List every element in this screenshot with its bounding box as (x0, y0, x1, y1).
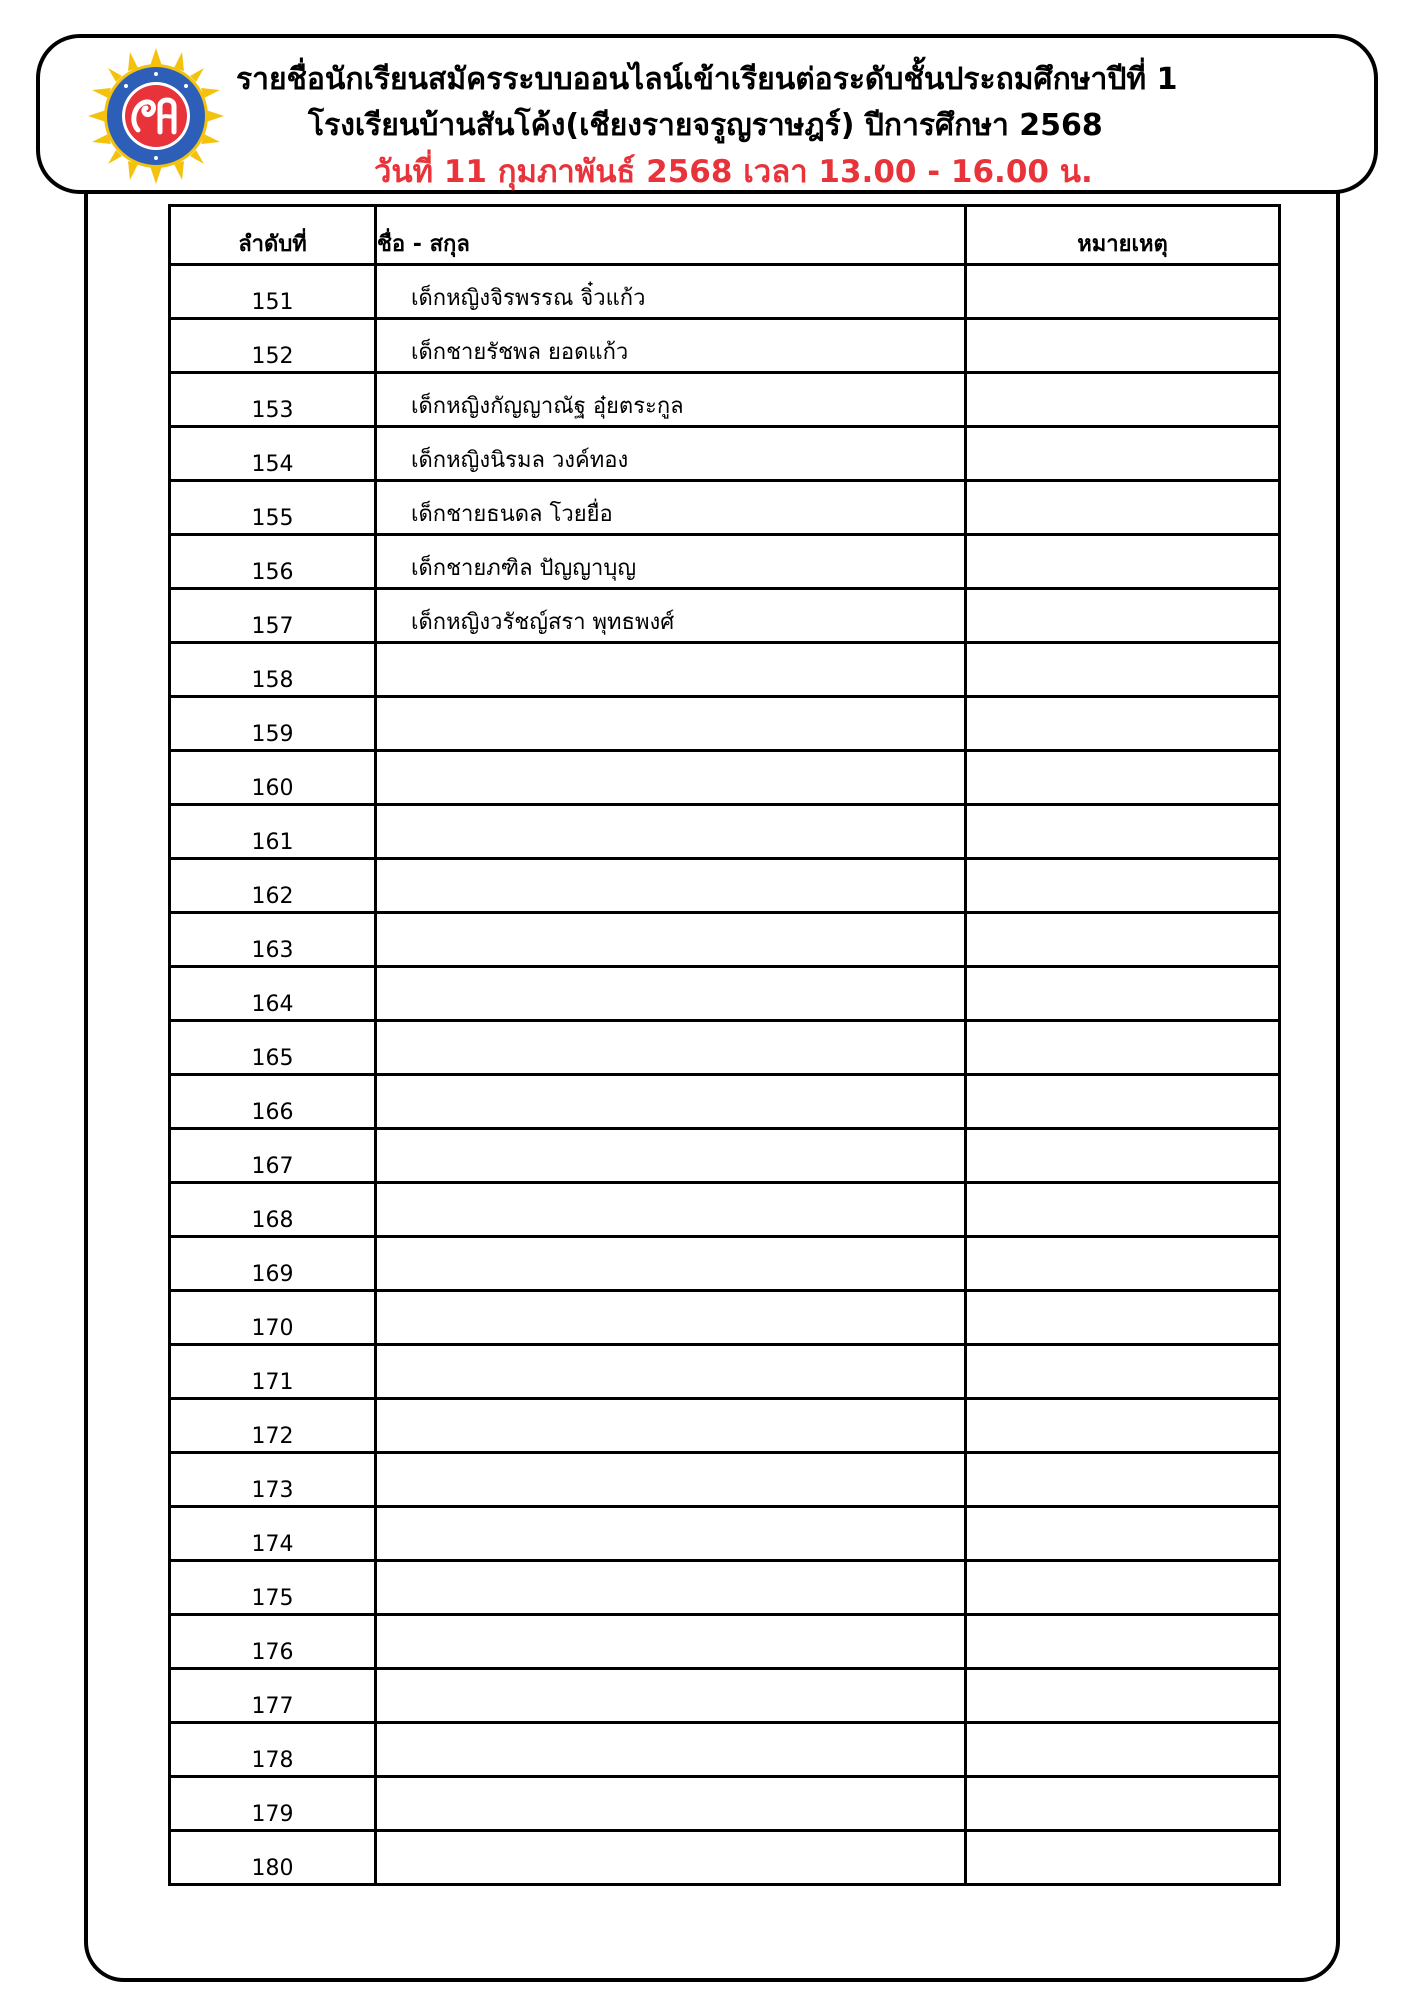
table-row (170, 1723, 1280, 1777)
student-name-cell (376, 1453, 966, 1507)
table-row (170, 319, 1280, 373)
table-row (170, 1129, 1280, 1183)
column-header-no: ลำดับที่ (170, 206, 376, 265)
student-name-cell (376, 751, 966, 805)
row-number-cell: 172 (170, 1399, 376, 1453)
table-row (170, 1507, 1280, 1561)
student-name-cell (376, 1399, 966, 1453)
row-number-cell: 151 (170, 265, 376, 319)
note-cell (966, 805, 1280, 859)
row-number-cell: 163 (170, 913, 376, 967)
table-row (170, 859, 1280, 913)
note-cell (966, 1453, 1280, 1507)
table-row (170, 1345, 1280, 1399)
student-roster-table (168, 204, 1281, 1886)
row-number-cell: 175 (170, 1561, 376, 1615)
table-row (170, 1291, 1280, 1345)
row-number-cell: 164 (170, 967, 376, 1021)
row-number-cell: 159 (170, 697, 376, 751)
student-name-cell: เด็กชายรัชพล ยอดแก้ว (376, 319, 966, 373)
row-number-cell: 173 (170, 1453, 376, 1507)
table-row (170, 1021, 1280, 1075)
row-number-cell: 170 (170, 1291, 376, 1345)
note-cell (966, 1183, 1280, 1237)
table-row (170, 751, 1280, 805)
table-row (170, 1183, 1280, 1237)
table-row (170, 481, 1280, 535)
note-cell (966, 1831, 1280, 1885)
note-cell (966, 373, 1280, 427)
note-cell (966, 697, 1280, 751)
row-number-cell: 178 (170, 1723, 376, 1777)
note-cell (966, 1399, 1280, 1453)
table-row (170, 589, 1280, 643)
table-row (170, 1669, 1280, 1723)
row-number-cell: 152 (170, 319, 376, 373)
row-number-cell: 168 (170, 1183, 376, 1237)
title-line-1: รายชื่อนักเรียนสมัครระบบออนไลน์เข้าเรียนต่อระดับชั้นประถมศึกษาปีที่ 1 (236, 62, 1178, 97)
row-number-cell: 179 (170, 1777, 376, 1831)
table-row (170, 373, 1280, 427)
table-row (170, 265, 1280, 319)
note-cell (966, 589, 1280, 643)
student-name-cell (376, 1129, 966, 1183)
row-number-cell: 156 (170, 535, 376, 589)
student-name-cell (376, 1723, 966, 1777)
student-name-cell (376, 967, 966, 1021)
header-box (36, 34, 1378, 194)
row-number-cell: 174 (170, 1507, 376, 1561)
table-row (170, 805, 1280, 859)
note-cell (966, 643, 1280, 697)
note-cell (966, 1237, 1280, 1291)
row-number-cell: 176 (170, 1615, 376, 1669)
row-number-cell: 169 (170, 1237, 376, 1291)
table-row (170, 1237, 1280, 1291)
row-number-cell: 155 (170, 481, 376, 535)
note-cell (966, 265, 1280, 319)
student-name-cell: เด็กหญิงนิรมล วงค์ทอง (376, 427, 966, 481)
row-number-cell: 165 (170, 1021, 376, 1075)
row-number-cell: 154 (170, 427, 376, 481)
student-name-cell (376, 1777, 966, 1831)
row-number-cell: 157 (170, 589, 376, 643)
student-name-cell: เด็กชายธนดล โวยยื่อ (376, 481, 966, 535)
note-cell (966, 427, 1280, 481)
table-row (170, 1615, 1280, 1669)
student-name-cell: เด็กหญิงวรัชญ์สรา พุทธพงศ์ (376, 589, 966, 643)
student-name-cell (376, 1183, 966, 1237)
note-cell (966, 1345, 1280, 1399)
row-number-cell: 166 (170, 1075, 376, 1129)
student-name-cell (376, 805, 966, 859)
student-name-cell (376, 1075, 966, 1129)
table-row (170, 535, 1280, 589)
table-row (170, 427, 1280, 481)
student-name-cell (376, 1237, 966, 1291)
table-row (170, 913, 1280, 967)
note-cell (966, 481, 1280, 535)
note-cell (966, 967, 1280, 1021)
row-number-cell: 177 (170, 1669, 376, 1723)
row-number-cell: 153 (170, 373, 376, 427)
row-number-cell: 161 (170, 805, 376, 859)
table-row (170, 697, 1280, 751)
student-name-cell (376, 643, 966, 697)
student-name-cell: เด็กหญิงกัญญาณัฐ อุ๋ยตระกูล (376, 373, 966, 427)
student-name-cell (376, 859, 966, 913)
school-emblem-icon (86, 46, 226, 186)
student-name-cell: เด็กหญิงจิรพรรณ จิ๋วแก้ว (376, 265, 966, 319)
note-cell (966, 319, 1280, 373)
table-row (170, 643, 1280, 697)
note-cell (966, 913, 1280, 967)
table-row (170, 1777, 1280, 1831)
row-number-cell: 167 (170, 1129, 376, 1183)
table-row (170, 1453, 1280, 1507)
row-number-cell: 158 (170, 643, 376, 697)
table-row (170, 1399, 1280, 1453)
note-cell (966, 1669, 1280, 1723)
note-cell (966, 1075, 1280, 1129)
student-name-cell (376, 1291, 966, 1345)
note-cell (966, 859, 1280, 913)
row-number-cell: 171 (170, 1345, 376, 1399)
note-cell (966, 1021, 1280, 1075)
student-name-cell (376, 1021, 966, 1075)
student-name-cell (376, 1669, 966, 1723)
student-name-cell (376, 913, 966, 967)
student-name-cell (376, 1615, 966, 1669)
student-name-cell: เด็กชายภฑิล ปัญญาบุญ (376, 535, 966, 589)
note-cell (966, 1561, 1280, 1615)
column-header-note: หมายเหตุ (966, 206, 1280, 265)
column-header-name: ชื่อ - สกุล (376, 206, 966, 265)
date-line: วันที่ 11 กุมภาพันธ์ 2568 เวลา 13.00 - 16.00 น. (374, 154, 1093, 190)
table-row (170, 1561, 1280, 1615)
student-name-cell (376, 1507, 966, 1561)
table-header-row (170, 206, 1280, 265)
note-cell (966, 1615, 1280, 1669)
row-number-cell: 160 (170, 751, 376, 805)
student-name-cell (376, 697, 966, 751)
student-name-cell (376, 1831, 966, 1885)
student-name-cell (376, 1345, 966, 1399)
note-cell (966, 1129, 1280, 1183)
note-cell (966, 1291, 1280, 1345)
table-row (170, 1075, 1280, 1129)
note-cell (966, 1777, 1280, 1831)
row-number-cell: 162 (170, 859, 376, 913)
note-cell (966, 751, 1280, 805)
note-cell (966, 535, 1280, 589)
title-line-2: โรงเรียนบ้านสันโค้ง(เชียงรายจรูญราษฎร์) ปีการศึกษา 2568 (308, 108, 1103, 143)
row-number-cell: 180 (170, 1831, 376, 1885)
table-row (170, 1831, 1280, 1885)
note-cell (966, 1723, 1280, 1777)
table-row (170, 967, 1280, 1021)
note-cell (966, 1507, 1280, 1561)
student-name-cell (376, 1561, 966, 1615)
